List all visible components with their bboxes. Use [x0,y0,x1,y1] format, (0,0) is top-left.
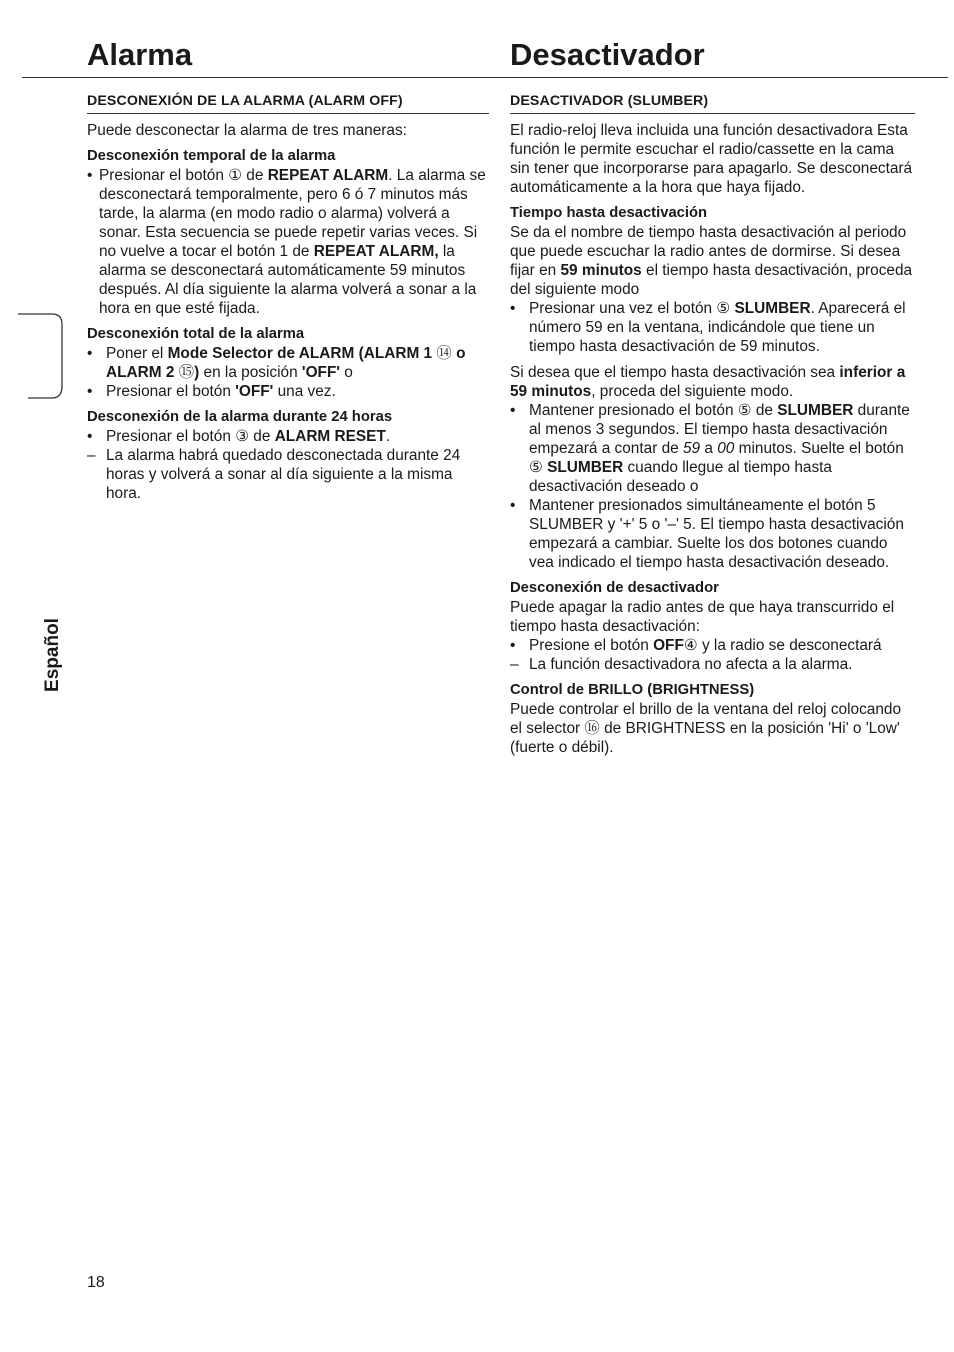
tab-bracket-icon [18,308,64,402]
desconexion-dash-text: La función desactivadora no afecta a la alarma. [529,656,853,673]
list-item [87,446,489,503]
subheading-desconexion: Desconexión de desactivador [510,580,719,596]
list-item [510,636,915,655]
title-divider [22,77,948,78]
section-heading-slumber: DESACTIVADOR (SLUMBER) [510,92,915,114]
button-4-icon: ④ [683,637,698,654]
button-3-icon: ③ [235,428,250,445]
list-item [87,166,489,318]
button-14-icon: ⑭ [436,345,452,362]
list-item [510,655,915,674]
total-bullet-1-text: Poner el Mode Selector de ALARM (ALARM 1 ⑭ o ALARM 2 ⑮) en la posición 'OFF' o [106,345,466,381]
language-tab [18,308,64,692]
list-item [510,401,915,496]
button-1-icon: ① [228,167,243,184]
bullet-marker: • [87,167,93,184]
list-item [87,427,489,446]
subheading-24h: Desconexión de la alarma durante 24 horas [87,409,393,425]
list-item [87,344,489,382]
bullet-marker: • [87,345,93,362]
dash-marker: – [87,447,96,464]
bullet-marker: • [510,300,516,317]
page-title-alarma: Alarma [87,37,193,72]
total-bullet-2-text: Presionar el botón 'OFF' una vez. [106,383,336,400]
section-heading-alarm-off: DESCONEXIÓN DE LA ALARMA (ALARM OFF) [87,92,489,114]
slumber-column [510,92,915,757]
tiempo-bullet-2-text: Mantener presionado el botón ⑤ de SLUMBER durante al menos 3 segundos. El tiempo hasta desactivación empezará a contar de 59 a 00 minutos. Suelte el botón ⑤ SLUMBER cuando llegue al tiempo hasta desactivación deseado o [529,402,910,495]
page-number: 18 [87,1274,105,1291]
bullet-marker: • [510,402,516,419]
page-title-desactivador: Desactivador [510,37,705,72]
temporal-bullet-text: Presionar el botón ① de REPEAT ALARM. La alarma se desconectará temporalmente, pero 6 ó 7 minutos más tarde, la alarma (en modo radio o alarma) volverá a sonar. Esta secuencia se puede repetir varias veces. Si no vuelve a tocar el botón 1 de REPEAT ALARM, la alarma se desconectará automáticamente 59 minutos después. Al día siguiente la alarma volverá a sonar a la hora en que esté fijada. [99,167,486,317]
list-item [87,382,489,401]
selector-16-icon: ⑯ [584,720,600,737]
bullet-marker: • [87,383,93,400]
desconexion-bullet-text: Presione el botón OFF④ y la radio se desconectará [529,637,882,654]
desconexion-paragraph: Puede apagar la radio antes de que haya transcurrido el tiempo hasta desactivación: [510,599,895,635]
bullet-marker: • [510,637,516,654]
list-item [510,299,915,356]
display-digits: 59 [683,440,701,457]
tiempo-paragraph-2: Si desea que el tiempo hasta desactivación sea inferior a 59 minutos, proceda del siguiente modo. [510,364,906,400]
display-digits: 00 [717,440,735,457]
tiempo-paragraph: Se da el nombre de tiempo hasta desactivación al periodo que puede escuchar la radio antes de dormirse. Si desea fijar en 59 minutos el tiempo hasta desactivación, proceda del siguiente modo [510,224,913,298]
dash-marker: – [510,656,519,673]
language-tab-label: Español [42,618,63,692]
bullet-marker: • [87,428,93,445]
subheading-temporal: Desconexión temporal de la alarma [87,148,336,164]
subheading-total: Desconexión total de la alarma [87,326,305,342]
h24-dash-text: La alarma habrá quedado desconectada durante 24 horas y volverá a sonar al día siguiente a la misma hora. [106,447,461,502]
button-15-icon: ⑮ [178,364,195,381]
list-item [510,496,915,572]
bullet-marker: • [510,497,516,514]
brillo-paragraph: Puede controlar el brillo de la ventana del reloj colocando el selector ⑯ de BRIGHTNESS en la posición 'Hi' o 'Low' (fuerte o débil). [510,701,902,756]
alarm-off-column [87,92,489,503]
slumber-intro: El radio-reloj lleva incluida una función desactivadora Esta función le permite escuchar el radio/cassette en la cama sin tener que incorporarse para apagarlo. Se desconectará automáticamente a la hora que haya fijado. [510,122,913,196]
subheading-brillo: Control de BRILLO (BRIGHTNESS) [510,682,755,698]
tiempo-bullet-3-text: Mantener presionados simultáneamente el botón 5 SLUMBER y '+' 5 o '–' 5. El tiempo hasta desactivación empezará a cambiar. Suelte los dos botones cuando vea indicado el tiempo hasta desactivación deseado. [529,497,904,571]
button-5-icon: ⑤ [737,402,752,419]
button-5-icon: ⑤ [529,459,543,476]
subheading-tiempo: Tiempo hasta desactivación [510,205,708,221]
alarm-off-intro: Puede desconectar la alarma de tres maneras: [87,122,407,139]
tiempo-bullet-1-text: Presionar una vez el botón ⑤ SLUMBER. Aparecerá el número 59 en la ventana, indicándole que tiene un tiempo hasta desactivación de 59 minutos. [529,300,906,355]
h24-bullet-text: Presionar el botón ③ de ALARM RESET. [106,428,391,445]
button-5-icon: ⑤ [716,300,731,317]
